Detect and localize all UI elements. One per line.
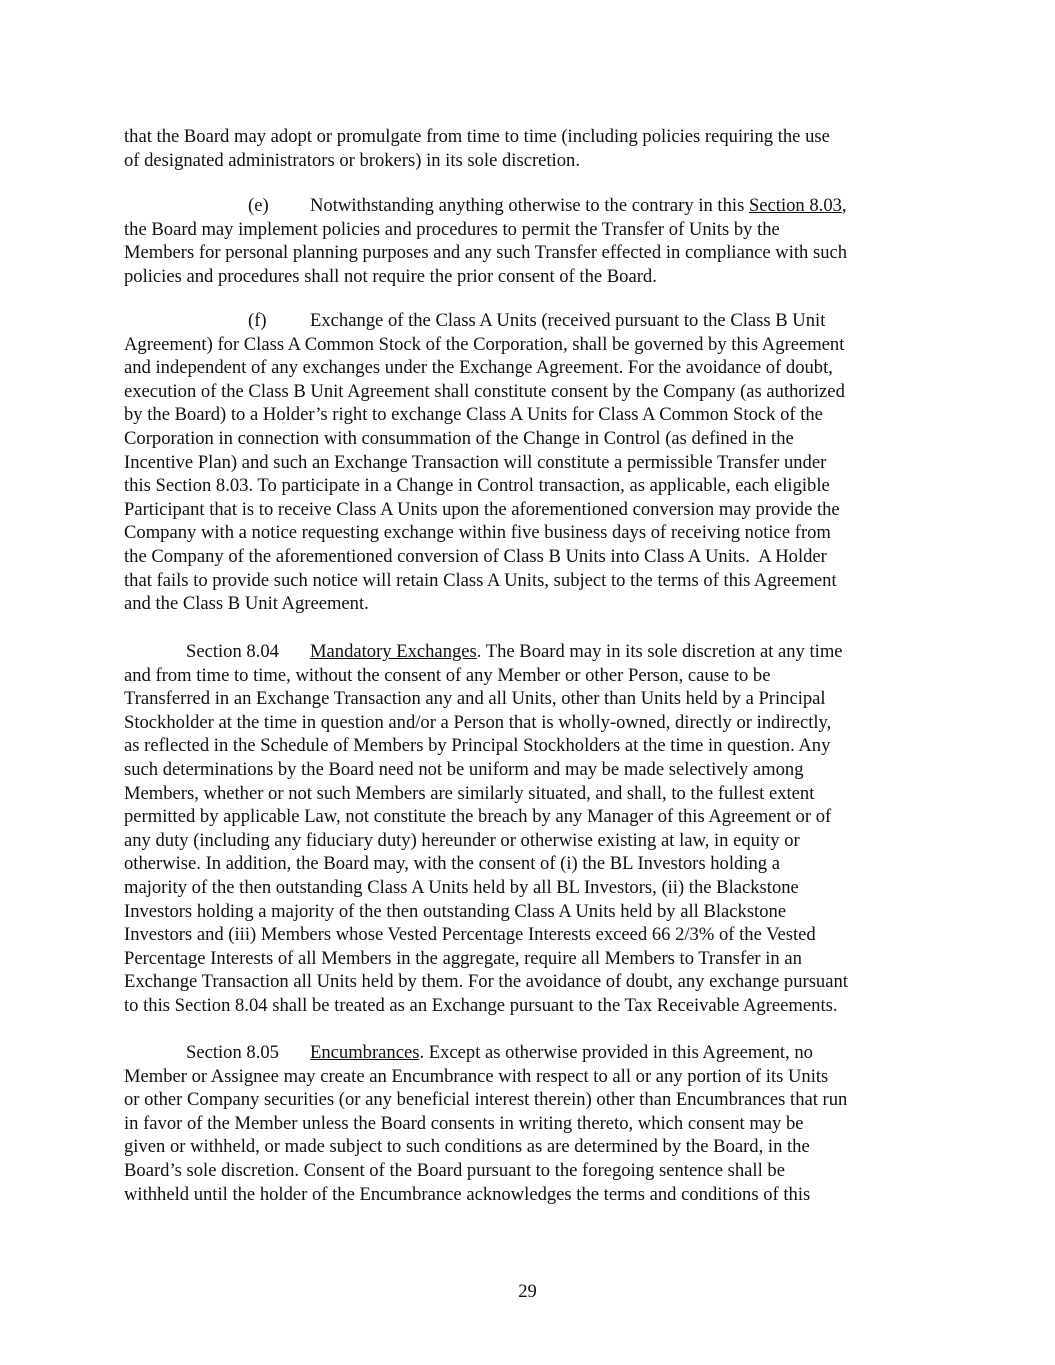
text-line: Investors and (iii) Members whose Vested Percentage Interests exceed 66 2/3% of the Vested xyxy=(124,924,816,946)
text-line: to this Section 8.04 shall be treated as an Exchange pursuant to the Tax Receivable Agreements. xyxy=(124,994,838,1016)
text-line: as reflected in the Schedule of Members by Principal Stockholders at the time in question. Any xyxy=(124,735,831,757)
text-line: in favor of the Member unless the Board consents in writing thereto, which consent may be xyxy=(124,1112,804,1134)
text-run: . Except as otherwise provided in this Agreement, no xyxy=(419,1042,813,1063)
text-line: this Section 8.03. To participate in a Change in Control transaction, as applicable, each eligible xyxy=(124,475,830,497)
text-run: . The Board may in its sole discretion at any time xyxy=(476,641,843,662)
text-line: by the Board) to a Holder’s right to exchange Class A Units for Class A Common Stock of the xyxy=(124,404,823,426)
text-line: Board’s sole discretion. Consent of the Board pursuant to the foregoing sentence shall be xyxy=(124,1159,785,1181)
text-line: execution of the Class B Unit Agreement shall constitute consent by the Company (as authorized xyxy=(124,380,845,402)
paragraph-e xyxy=(124,194,934,288)
text-run: , xyxy=(841,195,847,216)
section-heading: Encumbrances xyxy=(310,1042,420,1063)
text-line: the Board may implement policies and procedures to permit the Transfer of Units by the xyxy=(124,218,780,240)
text-line: and the Class B Unit Agreement. xyxy=(124,593,369,615)
text-line: Members, whether or not such Members are similarly situated, and shall, to the fullest extent xyxy=(124,782,815,804)
text-run: Notwithstanding anything otherwise to the contrary in this xyxy=(310,195,749,216)
text-line: Member or Assignee may create an Encumbrance with respect to all or any portion of its Units xyxy=(124,1065,829,1087)
text-line: otherwise. In addition, the Board may, with the consent of (i) the BL Investors holding a xyxy=(124,853,780,875)
paragraph-f-first-line xyxy=(124,309,934,333)
page-number: 29 xyxy=(518,1281,537,1302)
continuation-paragraph xyxy=(124,125,934,172)
text-line: Members for personal planning purposes and any such Transfer effected in compliance with such xyxy=(124,242,848,264)
section-number: Section 8.05 xyxy=(186,1042,279,1063)
text-line: of designated administrators or brokers) in its sole discretion. xyxy=(124,149,580,171)
text-line: policies and procedures shall not require the prior consent of the Board. xyxy=(124,265,657,287)
text-line: Stockholder at the time in question and/or a Person that is wholly-owned, directly or indirectly, xyxy=(124,711,832,733)
text-line: Corporation in connection with consummation of the Change in Control (as defined in the xyxy=(124,427,794,449)
text-line: and independent of any exchanges under the Exchange Agreement. For the avoidance of doubt, xyxy=(124,357,833,379)
section-number: Section 8.04 xyxy=(186,641,279,662)
text-line: Percentage Interests of all Members in the aggregate, require all Members to Transfer in an xyxy=(124,947,802,969)
text-line: the Company of the aforementioned conversion of Class B Units into Class A Units. A Holder xyxy=(124,545,827,567)
text-line: Company with a notice requesting exchange within five business days of receiving notice from xyxy=(124,522,831,544)
text-line: Investors holding a majority of the then outstanding Class A Units held by all Blackstone xyxy=(124,900,787,922)
text-line: given or withheld, or made subject to such conditions as are determined by the Board, in the xyxy=(124,1136,810,1158)
paragraph-f xyxy=(124,309,934,616)
section-heading: Mandatory Exchanges xyxy=(310,641,477,662)
text-line: Agreement) for Class A Common Stock of the Corporation, shall be governed by this Agreement xyxy=(124,333,845,355)
text-line: that fails to provide such notice will retain Class A Units, subject to the terms of this Agreement xyxy=(124,569,837,591)
paragraph-marker: (e) xyxy=(248,195,269,216)
text-line: such determinations by the Board need not be uniform and may be made selectively among xyxy=(124,758,804,780)
text-run: Exchange of the Class A Units (received pursuant to the Class B Unit xyxy=(310,310,826,331)
paragraph-e-first-line xyxy=(124,194,934,218)
text-line: withheld until the holder of the Encumbrance acknowledges the terms and conditions of this xyxy=(124,1183,811,1205)
section-8-05 xyxy=(124,1041,934,1206)
section-reference: Section 8.03 xyxy=(748,195,842,216)
text-line: any duty (including any fiduciary duty) hereunder or otherwise existing at law, in equity or xyxy=(124,829,800,851)
text-line: Transferred in an Exchange Transaction any and all Units, other than Units held by a Principal xyxy=(124,688,826,710)
paragraph-marker: (f) xyxy=(248,310,267,331)
text-line: majority of the then outstanding Class A Units held by all BL Investors, (ii) the Blackstone xyxy=(124,876,799,898)
text-line: Exchange Transaction all Units held by them. For the avoidance of doubt, any exchange pursuant xyxy=(124,971,848,993)
text-line: that the Board may adopt or promulgate from time to time (including policies requiring the use xyxy=(124,126,830,147)
text-line: and from time to time, without the consent of any Member or other Person, cause to be xyxy=(124,664,771,686)
section-8-04-first-line xyxy=(124,640,934,664)
text-line: Participant that is to receive Class A Units upon the aforementioned conversion may provide the xyxy=(124,498,840,520)
text-line: permitted by applicable Law, not constitute the breach by any Manager of this Agreement or of xyxy=(124,806,832,828)
text-line: or other Company securities (or any beneficial interest therein) other than Encumbrances that run xyxy=(124,1089,848,1111)
text-line: Incentive Plan) and such an Exchange Transaction will constitute a permissible Transfer under xyxy=(124,451,827,473)
section-8-04 xyxy=(124,640,934,1018)
section-8-05-first-line xyxy=(124,1041,934,1065)
